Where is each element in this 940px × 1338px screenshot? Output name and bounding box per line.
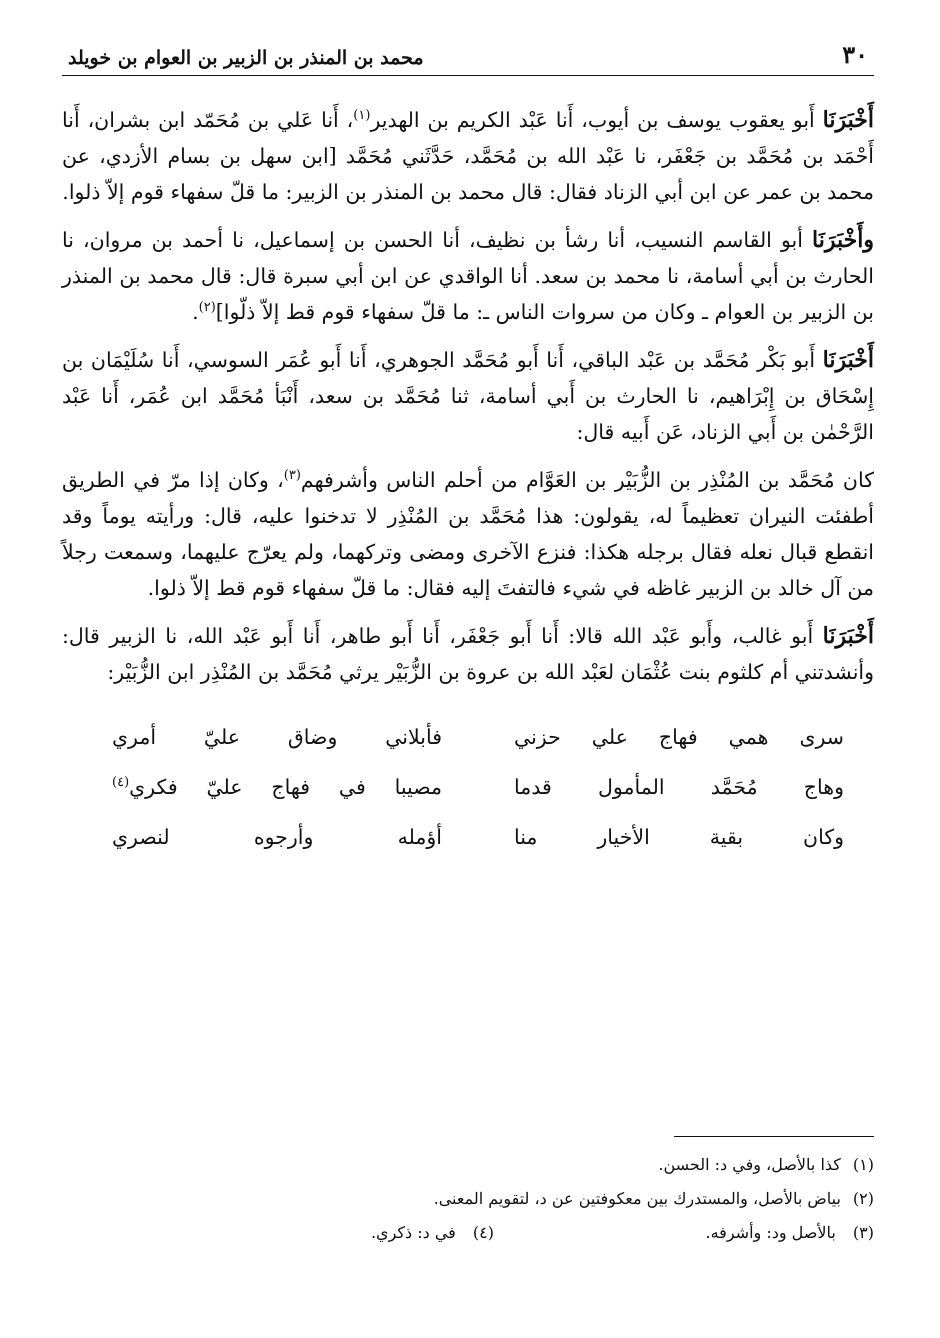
footnote-number: (٤) [472, 1223, 494, 1242]
poem-hemistich-first: وهاج مُحَمَّد المأمول قدما [514, 775, 844, 799]
poem-hemistich-second [112, 769, 442, 805]
paragraph-lead: أَخْبَرَنَا [822, 347, 874, 373]
paragraph-text: أَبو بَكْر مُحَمَّد بن عَبْد الباقي، أَنا أَبو مُحَمَّد الجوهري، أَنا أَبو عُمَر السوسي، أَنا سُلَيْمَان بن إِسْحَاق بن إِبْرَاهيم، نا الحارث بن أَبي أسامة، ثنا مُحَمَّد بن سعد، أَنْبَأ مُحَمَّد ابن عُمَر، أَنا عَبْد الرَّحْمٰن بن أَبي الزناد، عَن أَبيه قال: [62, 348, 874, 444]
footnote-text: في د: ذكري. [370, 1223, 456, 1242]
poem-hemistich-second: أؤمله وأرجوه لنصري [112, 825, 442, 849]
paragraph-lead: أَخْبَرَنَا [822, 623, 874, 649]
paragraph-lead: وأَخْبَرَنَا [812, 227, 874, 253]
paragraph-text-cont: ، أَنا عَلي بن مُحَمّد ابن بشران، أَنا أَحْمَد بن مُحَمَّد بن جَعْفَر، نا عَبْد الله بن مُحَمَّد، حَدَّثَني مُحَمَّد [ابن سهل بن بسام الأزدي، عن محمد بن عمر عن ابن أبي الزناد فقال: قال محمد بن المنذر بن الزبير: ما قلّ سفهاء قوم إلاّ ذلوا. [62, 108, 874, 204]
footnote-text: بياض بالأصل، والمستدرك بين معكوفتين عن د، لتقويم المعنى. [433, 1189, 841, 1208]
poem-hemistich-first: وكان بقية الأخيار منا [514, 825, 844, 849]
book-page [62, 40, 874, 1300]
paragraph-text: أبو القاسم النسيب، أنا رشأ بن نظيف، أنا الحسن بن إسماعيل، نا أحمد بن مروان، نا الحارث بن أبي أسامة، نا محمد بن سعد. أنا الواقدي عن ابن أبي سبرة قال: قال محمد بن المنذر بن الزبير بن العوام ـ وكان من سروات الناس ـ: ما قلّ سفهاء قوم قط إلاّ ذلّوا] [62, 228, 874, 324]
footnote-ref: (٤) [112, 775, 130, 791]
paragraph-lead: أَخْبَرَنَا [822, 107, 874, 133]
paragraph-text: أَبو غالب، وأَبو عَبْد الله قالا: أَنا أَبو جَعْفَر، أَنا أَبو طاهر، أَنا أَبو عَبْد الله، نا الزبير قال: وأنشدتني أم كلثوم بنت عُثْمَان لعَبْد الله بن عروة بن الزُّبَيْر يرثي مُحَمَّد بن المُنْذِر ابن الزُّبَيْر: [62, 624, 874, 684]
paragraph-4 [62, 462, 874, 606]
footnote-number: (٣) [852, 1223, 874, 1242]
paragraph-text: أَبو يعقوب يوسف بن أيوب، أَنا عَبْد الكريم بن الهدير [370, 108, 815, 132]
footnote-ref: (٢) [198, 300, 216, 316]
poem-line [62, 712, 874, 762]
paragraph-3 [62, 342, 874, 450]
footnote-ref: (١) [353, 108, 371, 124]
poem-line [62, 812, 874, 862]
page-number: ٣٠ [842, 40, 868, 69]
page-header [62, 40, 874, 76]
paragraph-text-cont: . [192, 300, 199, 324]
footnote-row-pair [62, 1216, 874, 1250]
paragraph-1 [62, 102, 874, 210]
poem-hemistich-first: سرى همي فهاج علي حزني [514, 725, 844, 749]
footnote-text: بالأصل ود: وأشرفه. [705, 1223, 836, 1242]
poem [62, 712, 874, 862]
footnote-number: (١) [852, 1155, 874, 1174]
footnote-item [62, 1148, 874, 1182]
running-title: محمد بن المنذر بن الزبير بن العوام بن خويلد [68, 47, 424, 69]
footnote-item [62, 1182, 874, 1216]
paragraph-text-cont: ، وكان إذا مرّ في الطريق أطفئت النيران تعظيماً له، يقولون: هذا مُحَمَّد بن المُنْذِر لا تدخنوا عليه، قال: ورأيته يوماً وقد انقطع قبال نعله فقال برجله هكذا: فنزع الآخرى ومضى وتركهما، ولم يعرّج عليهما، وسمعت رجلاً من آل خالد بن الزبير غاظه في شيء فالتفتَ إليه فقال: ما قلّ سفهاء قوم قط إلاّ ذلوا. [62, 468, 874, 600]
poem-hemistich-text: مصيبا في فهاج عليّ فكري [129, 775, 442, 799]
paragraph-5 [62, 618, 874, 690]
footnote-item [114, 1216, 494, 1250]
main-text [62, 102, 874, 862]
paragraph-2 [62, 222, 874, 330]
footnote-text: كذا بالأصل، وفي د: الحسن. [658, 1155, 841, 1174]
poem-line [62, 762, 874, 812]
footnote-item [494, 1216, 874, 1250]
footnote-number: (٢) [852, 1189, 874, 1208]
footnote-ref: (٣) [283, 468, 301, 484]
paragraph-text: كان مُحَمَّد بن المُنْذِر بن الزُّبَيْر بن العَوَّام من أحلم الناس وأشرفهم [300, 468, 874, 492]
footnotes [62, 1148, 874, 1250]
poem-hemistich-second: فأبلاني وضاق عليّ أمري [112, 725, 442, 749]
footnote-divider [674, 1136, 874, 1137]
